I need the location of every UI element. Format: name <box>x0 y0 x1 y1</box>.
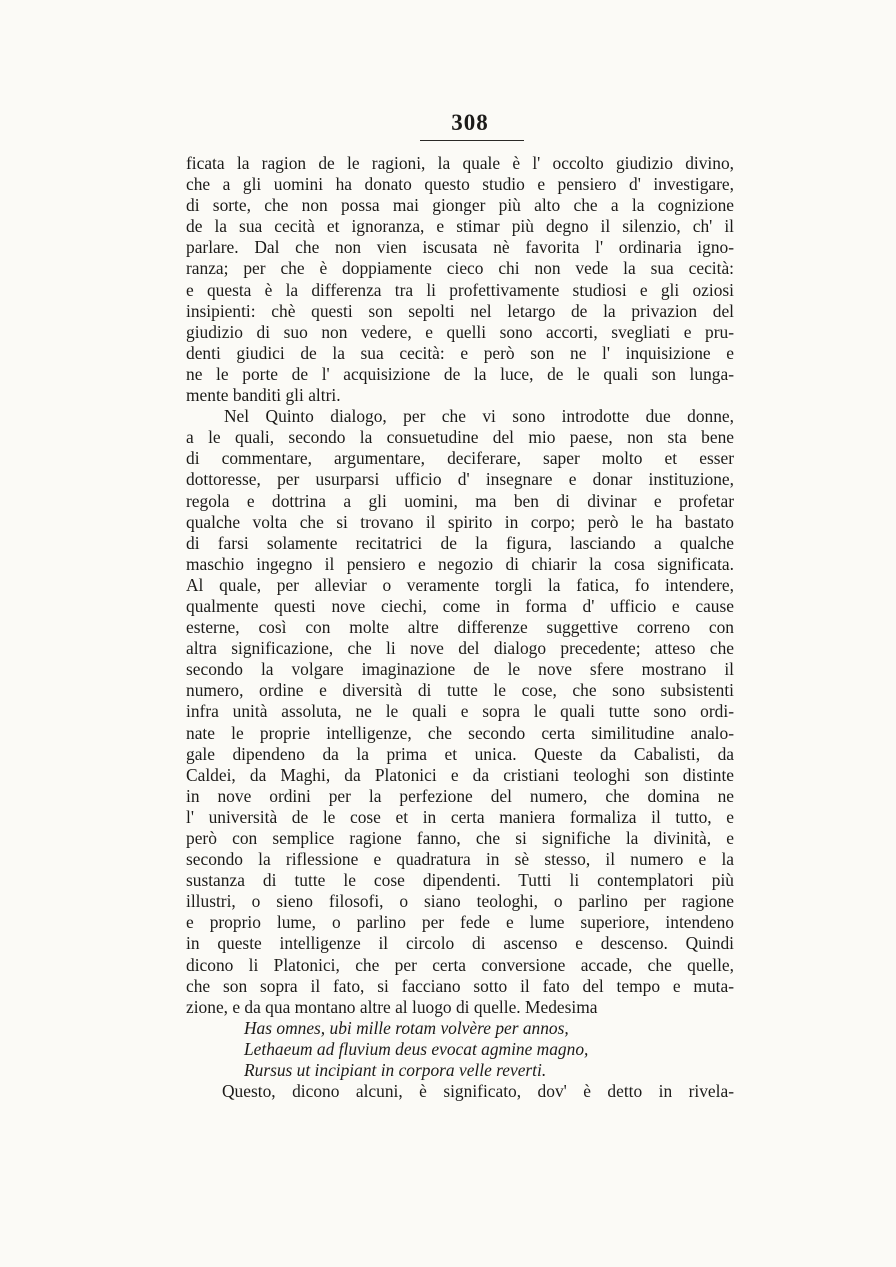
text-line: secondo la volgare imaginazione de le nove sfere mostrano il <box>186 659 734 680</box>
text-line: sustanza di tutte le cose dipendenti. Tutti li contemplatori più <box>186 870 734 891</box>
page-number: 308 <box>451 110 489 135</box>
text-line: maschio ingegno il pensiero e negozio di chiarir la cosa significata. <box>186 553 734 574</box>
verse-line: Has omnes, ubi mille rotam volvère per annos, <box>244 1017 569 1038</box>
text-line: giudizio di suo non vedere, e quelli sono accorti, svegliati e pru- <box>186 321 734 342</box>
text-line: e proprio lume, o parlino per fede e lume superiore, intendeno <box>186 912 734 933</box>
text-line: de la sua cecità et ignoranza, e stimar più degno il silenzio, ch' il <box>186 216 734 237</box>
text-line: di sorte, che non possa mai gionger più alto che a la cognizione <box>186 195 734 216</box>
paragraph-first-line: Questo, dicono alcuni, è significato, dov' è detto in rivela- <box>222 1081 734 1102</box>
text-line: secondo la riflessione e quadratura in sè stesso, il numero e la <box>186 849 734 870</box>
text-line: gale dipendeno da la prima et unica. Queste da Cabalisti, da <box>186 743 734 764</box>
text-line: in queste intelligenze il circolo di ascenso e descenso. Quindi <box>186 933 734 954</box>
text-line: parlare. Dal che non vien iscusata nè favorita l' ordinaria igno- <box>186 237 734 258</box>
text-line: Al quale, per alleviar o veramente torgli la fatica, fo intendere, <box>186 574 734 595</box>
text-line: regola e dottrina a gli uomini, ma ben di divinar e profetar <box>186 490 734 511</box>
paragraph-first-line: Nel Quinto dialogo, per che vi sono introdotte due donne, <box>224 406 734 427</box>
text-line: dottoresse, per usurparsi ufficio d' insegnare e donar instituzione, <box>186 469 734 490</box>
verse-line: Rursus ut incipiant in corpora velle reverti. <box>244 1060 547 1081</box>
verse-line: Lethaeum ad fluvium deus evocat agmine magno, <box>244 1038 589 1059</box>
text-line: Caldei, da Maghi, da Platonici e da cristiani teologhi son distinte <box>186 764 734 785</box>
page-number-rule <box>420 140 524 141</box>
text-line: insipienti: chè questi son sepolti nel letargo de la privazion del <box>186 300 734 321</box>
text-line: illustri, o sieno filosofi, o siano teologhi, o parlino per ragione <box>186 891 734 912</box>
text-line: l' università de le cose et in certa maniera formaliza il tutto, e <box>186 806 734 827</box>
text-line: mente banditi gli altri. <box>186 385 341 406</box>
text-line: ranza; per che è doppiamente cieco chi non vede la sua cecità: <box>186 258 734 279</box>
text-line: qualmente questi nove ciechi, come in forma d' ufficio e cause <box>186 595 734 616</box>
text-line: e questa è la differenza tra li profettivamente studiosi e gli oziosi <box>186 279 734 300</box>
body-text <box>186 153 734 1102</box>
text-line: ne le porte de l' acquisizione de la luce, de le quali son lunga- <box>186 363 734 384</box>
text-line: di farsi solamente recitatrici de la figura, lasciando a qualche <box>186 532 734 553</box>
text-line: però con semplice ragione fanno, che si significhe la divinità, e <box>186 828 734 848</box>
text-line: di commentare, argumentare, deciferare, saper molto et esser <box>186 448 734 469</box>
text-line: denti giudici de la sua cecità: e però son ne l' inquisizione e <box>186 342 734 363</box>
text-line: altra significazione, che li nove del dialogo precedente; atteso che <box>186 638 734 659</box>
text-line: zione, e da qua montano altre al luogo di quelle. Medesima <box>186 996 598 1017</box>
text-line: qualche volta che si trovano il spirito in corpo; però le ha bastato <box>186 511 734 532</box>
text-line: numero, ordine e diversità di tutte le cose, che sono subsistenti <box>186 680 734 701</box>
text-line: esterne, così con molte altre differenze suggettive correno con <box>186 617 734 638</box>
text-line: in nove ordini per la perfezione del numero, che domina ne <box>186 785 734 806</box>
text-line: nate le proprie intelligenze, che secondo certa similitudine analo- <box>186 722 734 743</box>
text-line: a le quali, secondo la consuetudine del mio paese, non sta bene <box>186 427 734 448</box>
text-line: ficata la ragion de le ragioni, la quale è l' occolto giudizio divino, <box>186 153 734 173</box>
text-line: che son sopra il fato, si facciano sotto il fato del tempo e muta- <box>186 975 734 996</box>
text-line: che a gli uomini ha donato questo studio e pensiero d' investigare, <box>186 174 734 195</box>
text-line: infra unità assoluta, ne le quali e sopra le quali tutte sono ordi- <box>186 701 734 722</box>
text-line: dicono li Platonici, che per certa conversione accade, che quelle, <box>186 954 734 975</box>
